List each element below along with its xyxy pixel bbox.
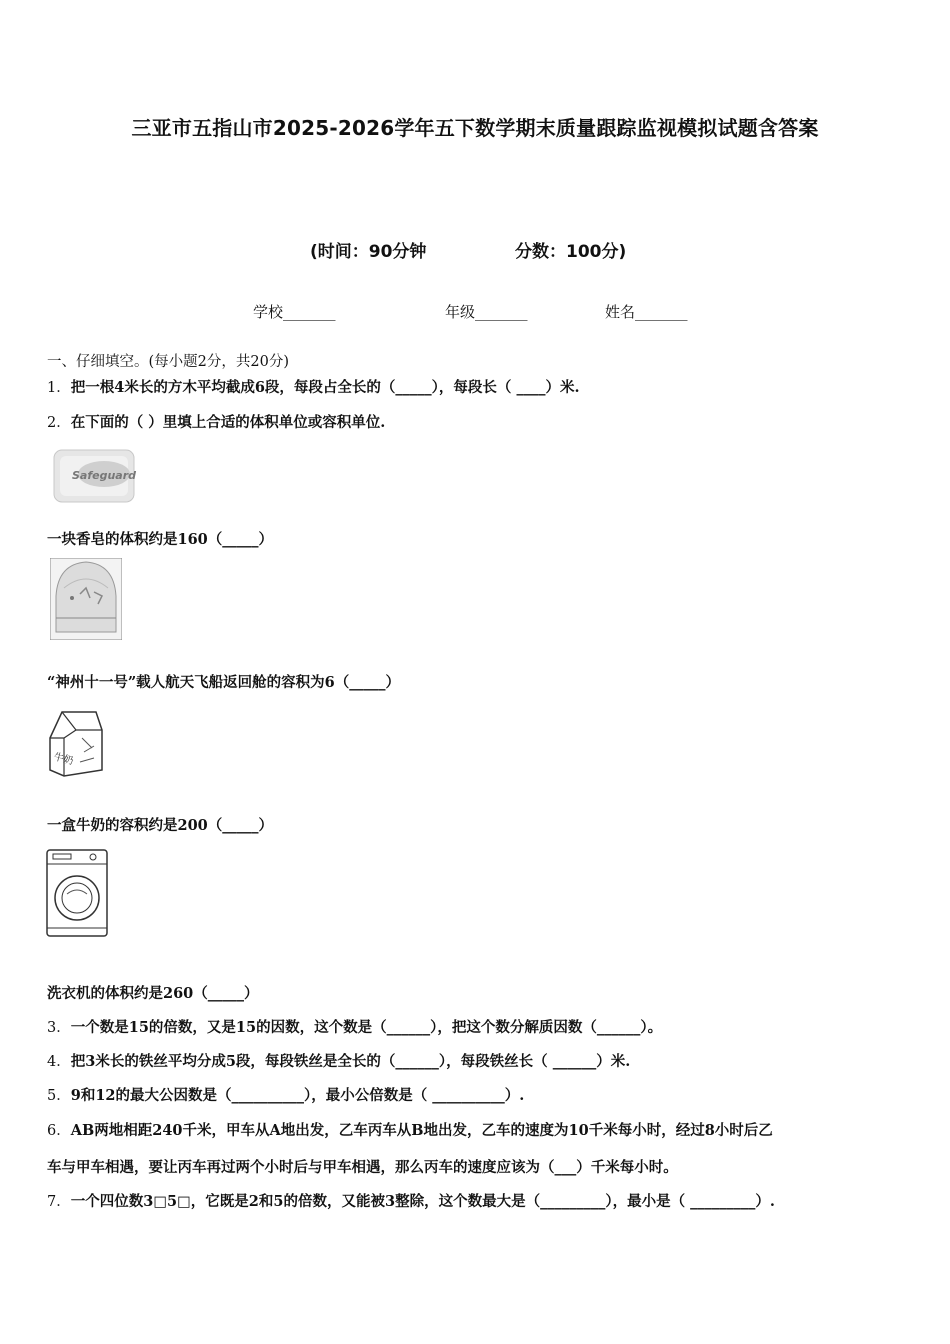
question-2: 2．在下面的（ ）里填上合适的体积单位或容积单位. [47,414,386,431]
question-3: 3．一个数是15的倍数，又是15的因数，这个数是（______），把这个数分解质因数（______）。 [47,1019,663,1036]
section-heading: 一、仔细填空。(每小题2分，共20分) [47,354,289,370]
item-soap: 一块香皂的体积约是160（_____） [47,531,274,548]
question-1: 1．把一根4米长的方木平均截成6段，每段占全长的（_____），每段长（ ____）米. [47,379,580,396]
question-6-continued: 车与甲车相遇，要让丙车再过两个小时后与甲车相遇，那么丙车的速度应该为（___）千米每小时。 [47,1159,678,1176]
school-field: 学校_______ [253,303,336,321]
milk-label: 牛奶 [52,751,75,768]
question-5: 5．9和12的最大公因数是（__________），最小公倍数是（ __________）. [47,1087,525,1104]
item-milk: 一盒牛奶的容积约是200（_____） [47,817,274,834]
exam-score: 分数：100分) [515,242,627,262]
capsule-image [50,558,122,640]
soap-image [52,444,138,506]
page-title: 三亚市五指山市2025-2026学年五下数学期末质量跟踪监视模拟试题含答案 [131,116,819,140]
name-field: 姓名_______ [605,303,688,321]
question-4: 4．把3米长的铁丝平均分成5段，每段铁丝是全长的（______），每段铁丝长（ ______）米. [47,1053,631,1070]
item-capsule: “神州十一号”载人航天飞船返回舱的容积为6（_____） [47,674,401,691]
question-6: 6．AB两地相距240千米，甲车从A地出发，乙车丙车从B地出发，乙车的速度为10千米每小时，经过8小时后乙 [47,1122,773,1139]
soap-label: Safeguard [71,469,137,482]
item-washing-machine: 洗衣机的体积约是260（_____） [47,985,259,1002]
grade-field: 年级_______ [445,303,528,321]
washing-machine-image [45,848,111,940]
milk-carton-image [46,708,106,778]
exam-time: (时间：90分钟 [310,242,427,262]
question-7: 7．一个四位数3□5□，它既是2和5的倍数，又能被3整除，这个数最大是（_________），最小是（ _________）. [47,1193,775,1210]
